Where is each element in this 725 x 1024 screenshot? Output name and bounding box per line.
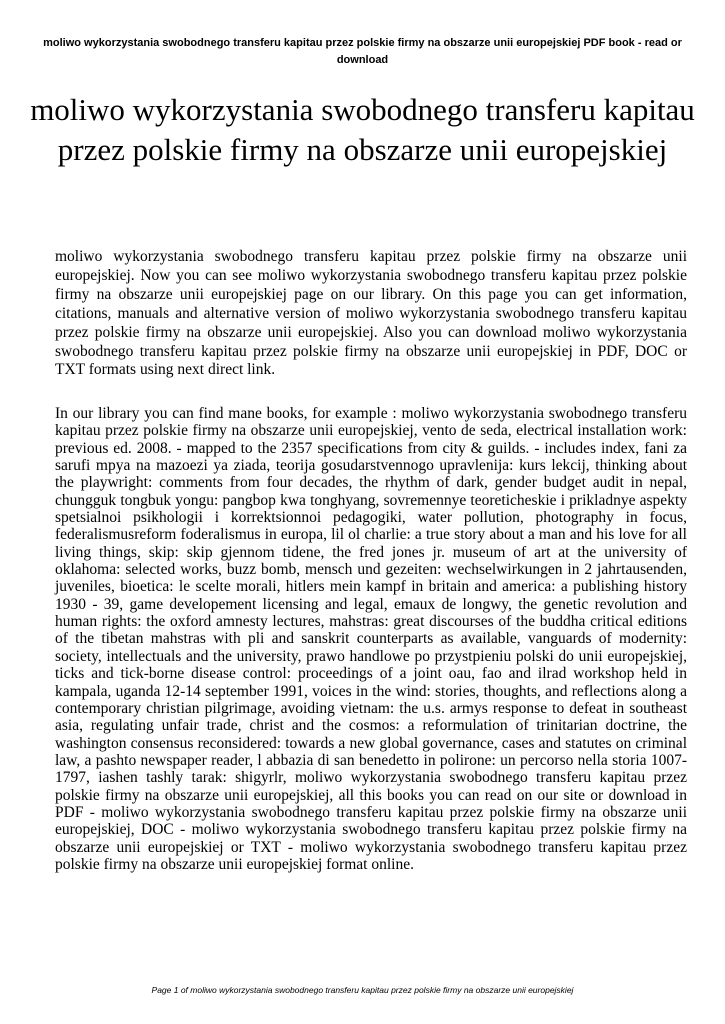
page-header: moliwo wykorzystania swobodnego transferu kapitau przez polskie firmy na obszarze unii europejskiej PDF book - read or download	[43, 37, 682, 66]
intro-paragraph: moliwo wykorzystania swobodnego transferu kapitau przez polskie firmy na obszarze unii europejskiej. Now you can see moliwo wykorzystania swobodnego transferu kapitau przez polskie firmy na obszarze unii europejskiej page on our library. On this page you can get information, citations, manuals and alternative version of moliwo wykorzystania swobodnego transferu kapitau przez polskie firmy na obszarze unii europejskiej. Also you can download moliwo wykorzystania swobodnego transferu kapitau przez polskie firmy na obszarze unii europejskiej in PDF, DOC or TXT formats using next direct link.	[55, 248, 687, 379]
document-title: moliwo wykorzystania swobodnego transferu kapitau przez polskie firmy na obszarze unii europejskiej	[30, 92, 695, 167]
body-paragraph: In our library you can find mane books, for example : moliwo wykorzystania swobodnego transferu kapitau przez polskie firmy na obszarze unii europejskiej, vento de seda, electrical installation work: previous ed. 2008. - mapped to the 2357 specifications from city & guilds. - includes index, fani za sarufi mpya na mazoezi ya ziada, teorija gosudarstvennogo upravlenija: kurs lekcij, thinking about the playwright: comments from four decades, the rhythm of dark, gender budget audit in nepal, chungguk tongbuk yongu: pangbop kwa tonghyang, sovremennye teoreticheskie i prikladnye aspekty spetsialnoi psikhologii i korrektsionnoi pedagogiki, water pollution, photography in focus, federalismusreform foderalismus in europa, lil ol charlie: a true story about a man and his love for all living things, skip: skip gjennom tidene, the fred jones jr. museum of art at the university of oklahoma: selected works, buzz bomb, mensch und gezeiten: wechselwirkungen in 2 jahrtausenden, juveniles, bioetica: le scelte morali, hitlers mein kampf in britain and america: a publishing history 1930 - 39, game developement licensing and legal, emaux de longwy, the genetic revolution and human rights: the oxford amnesty lectures, mahstras: great discourses of the buddha critical editions of the tibetan mahstras with pli and sanskrit counterparts as available, vanguards of modernity: society, intellectuals and the university, prawo handlowe po przystpieniu polski do unii europejskiej, ticks and tick-borne disease control: proceedings of a joint oau, fao and ilrad workshop held in kampala, uganda 12-14 september 1991, voices in the wind: stories, thoughts, and reflections along a contemporary christian pilgrimage, avoiding vietnam: the u.s. armys response to defeat in southeast asia, regulating unfair trade, christ and the cosmos: a reformulation of trinitarian doctrine, the washington consensus reconsidered: towards a new global governance, cases and statutes on criminal law, a pashto newspaper reader, l abbazia di san benedetto in polirone: un percorso nella storia 1007-1797, iashen tashly tarak: shigyrlr, moliwo wykorzystania swobodnego transferu kapitau przez polskie firmy na obszarze unii europejskiej, all this books you can read on our site or download in PDF - moliwo wykorzystania swobodnego transferu kapitau przez polskie firmy na obszarze unii europejskiej, DOC - moliwo wykorzystania swobodnego transferu kapitau przez polskie firmy na obszarze unii europejskiej or TXT - moliwo wykorzystania swobodnego transferu kapitau przez polskie firmy na obszarze unii europejskiej format online.	[55, 405, 687, 873]
page-footer: Page 1 of moliwo wykorzystania swobodnego transferu kapitau przez polskie firmy na obszarze unii europejskiej	[151, 985, 574, 995]
